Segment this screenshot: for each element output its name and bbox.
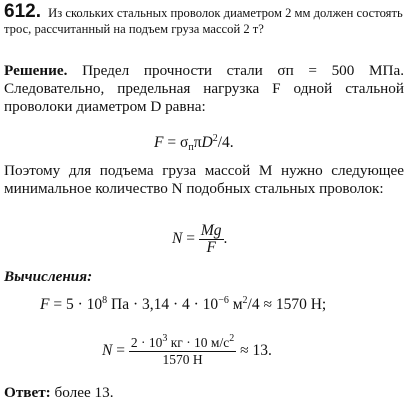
formula-count-eq: =	[182, 230, 199, 248]
solution-paragraph-1	[4, 62, 404, 116]
calc-n-num-exp1: 3	[162, 333, 168, 344]
formula-force-sigma: = σ	[163, 134, 189, 151]
answer-line	[4, 384, 404, 402]
calc-n-num-part1: 2 · 10	[130, 335, 163, 350]
calc-n-fraction	[129, 333, 236, 367]
calc-f-part1: = 5 · 10	[49, 296, 103, 313]
calc-f-exp3: 2	[242, 295, 248, 306]
formula-count-fraction	[199, 224, 224, 255]
formula-force-exp: 2	[212, 133, 218, 144]
formula-force-d: D	[201, 134, 213, 151]
calc-f-exp2: −6	[218, 295, 229, 306]
calc-f-part2: Па · 3,14 · 4 · 10	[107, 296, 219, 313]
calc-heading: Вычисления:	[4, 268, 93, 285]
formula-force-value	[40, 296, 326, 314]
calc-n-eq: =	[112, 342, 129, 360]
formula-count-denominator: F	[206, 239, 216, 256]
formula-force-pi: π	[193, 134, 202, 151]
calc-n-tail: ≈ 13.	[236, 342, 272, 360]
calc-n-lhs: N	[102, 342, 113, 360]
problem-statement	[4, 1, 404, 37]
formula-force-tail: /4.	[217, 134, 234, 151]
calc-n-denominator: 1570 Н	[162, 352, 203, 367]
formula-count-lhs: N	[172, 230, 183, 248]
formula-count-tail: .	[223, 230, 228, 248]
solution-text-1: Предел прочности стали σп = 500 МПа. Следовательно, предельная нагрузка F одной стальной проволоки диаметром D равна:	[4, 62, 404, 115]
solution-label: Решение.	[4, 62, 68, 79]
calc-f-part3: м	[228, 296, 243, 313]
formula-force-sub: п	[188, 142, 194, 153]
calc-n-num-exp2: 2	[229, 333, 235, 344]
calc-f-lhs: F	[40, 296, 50, 313]
formula-count	[172, 224, 227, 255]
formula-count-numerator: Mg	[200, 222, 222, 239]
answer-text: более 13.	[50, 384, 114, 401]
formula-count-value	[102, 333, 272, 367]
problem-number: 612.	[4, 1, 41, 22]
calc-f-part4: /4 ≈ 1570 Н;	[247, 296, 327, 313]
calc-f-exp1: 8	[102, 295, 108, 306]
calc-n-num-part2: кг · 10 м/с	[167, 335, 230, 350]
problem-text: Из скольких стальных проволок диаметром 2 мм должен состоять трос, рассчитанный на подъем груза массой 2 т?	[4, 6, 403, 36]
answer-label: Ответ:	[4, 384, 51, 401]
solution-paragraph-2	[4, 162, 404, 198]
solution-text-2: Поэтому для подъема груза массой M нужно следующее минимальное количество N подобных стальных проволок:	[4, 162, 404, 197]
formula-force-lhs: F	[154, 134, 164, 151]
calc-n-numerator	[129, 333, 236, 352]
formula-force	[154, 134, 234, 152]
